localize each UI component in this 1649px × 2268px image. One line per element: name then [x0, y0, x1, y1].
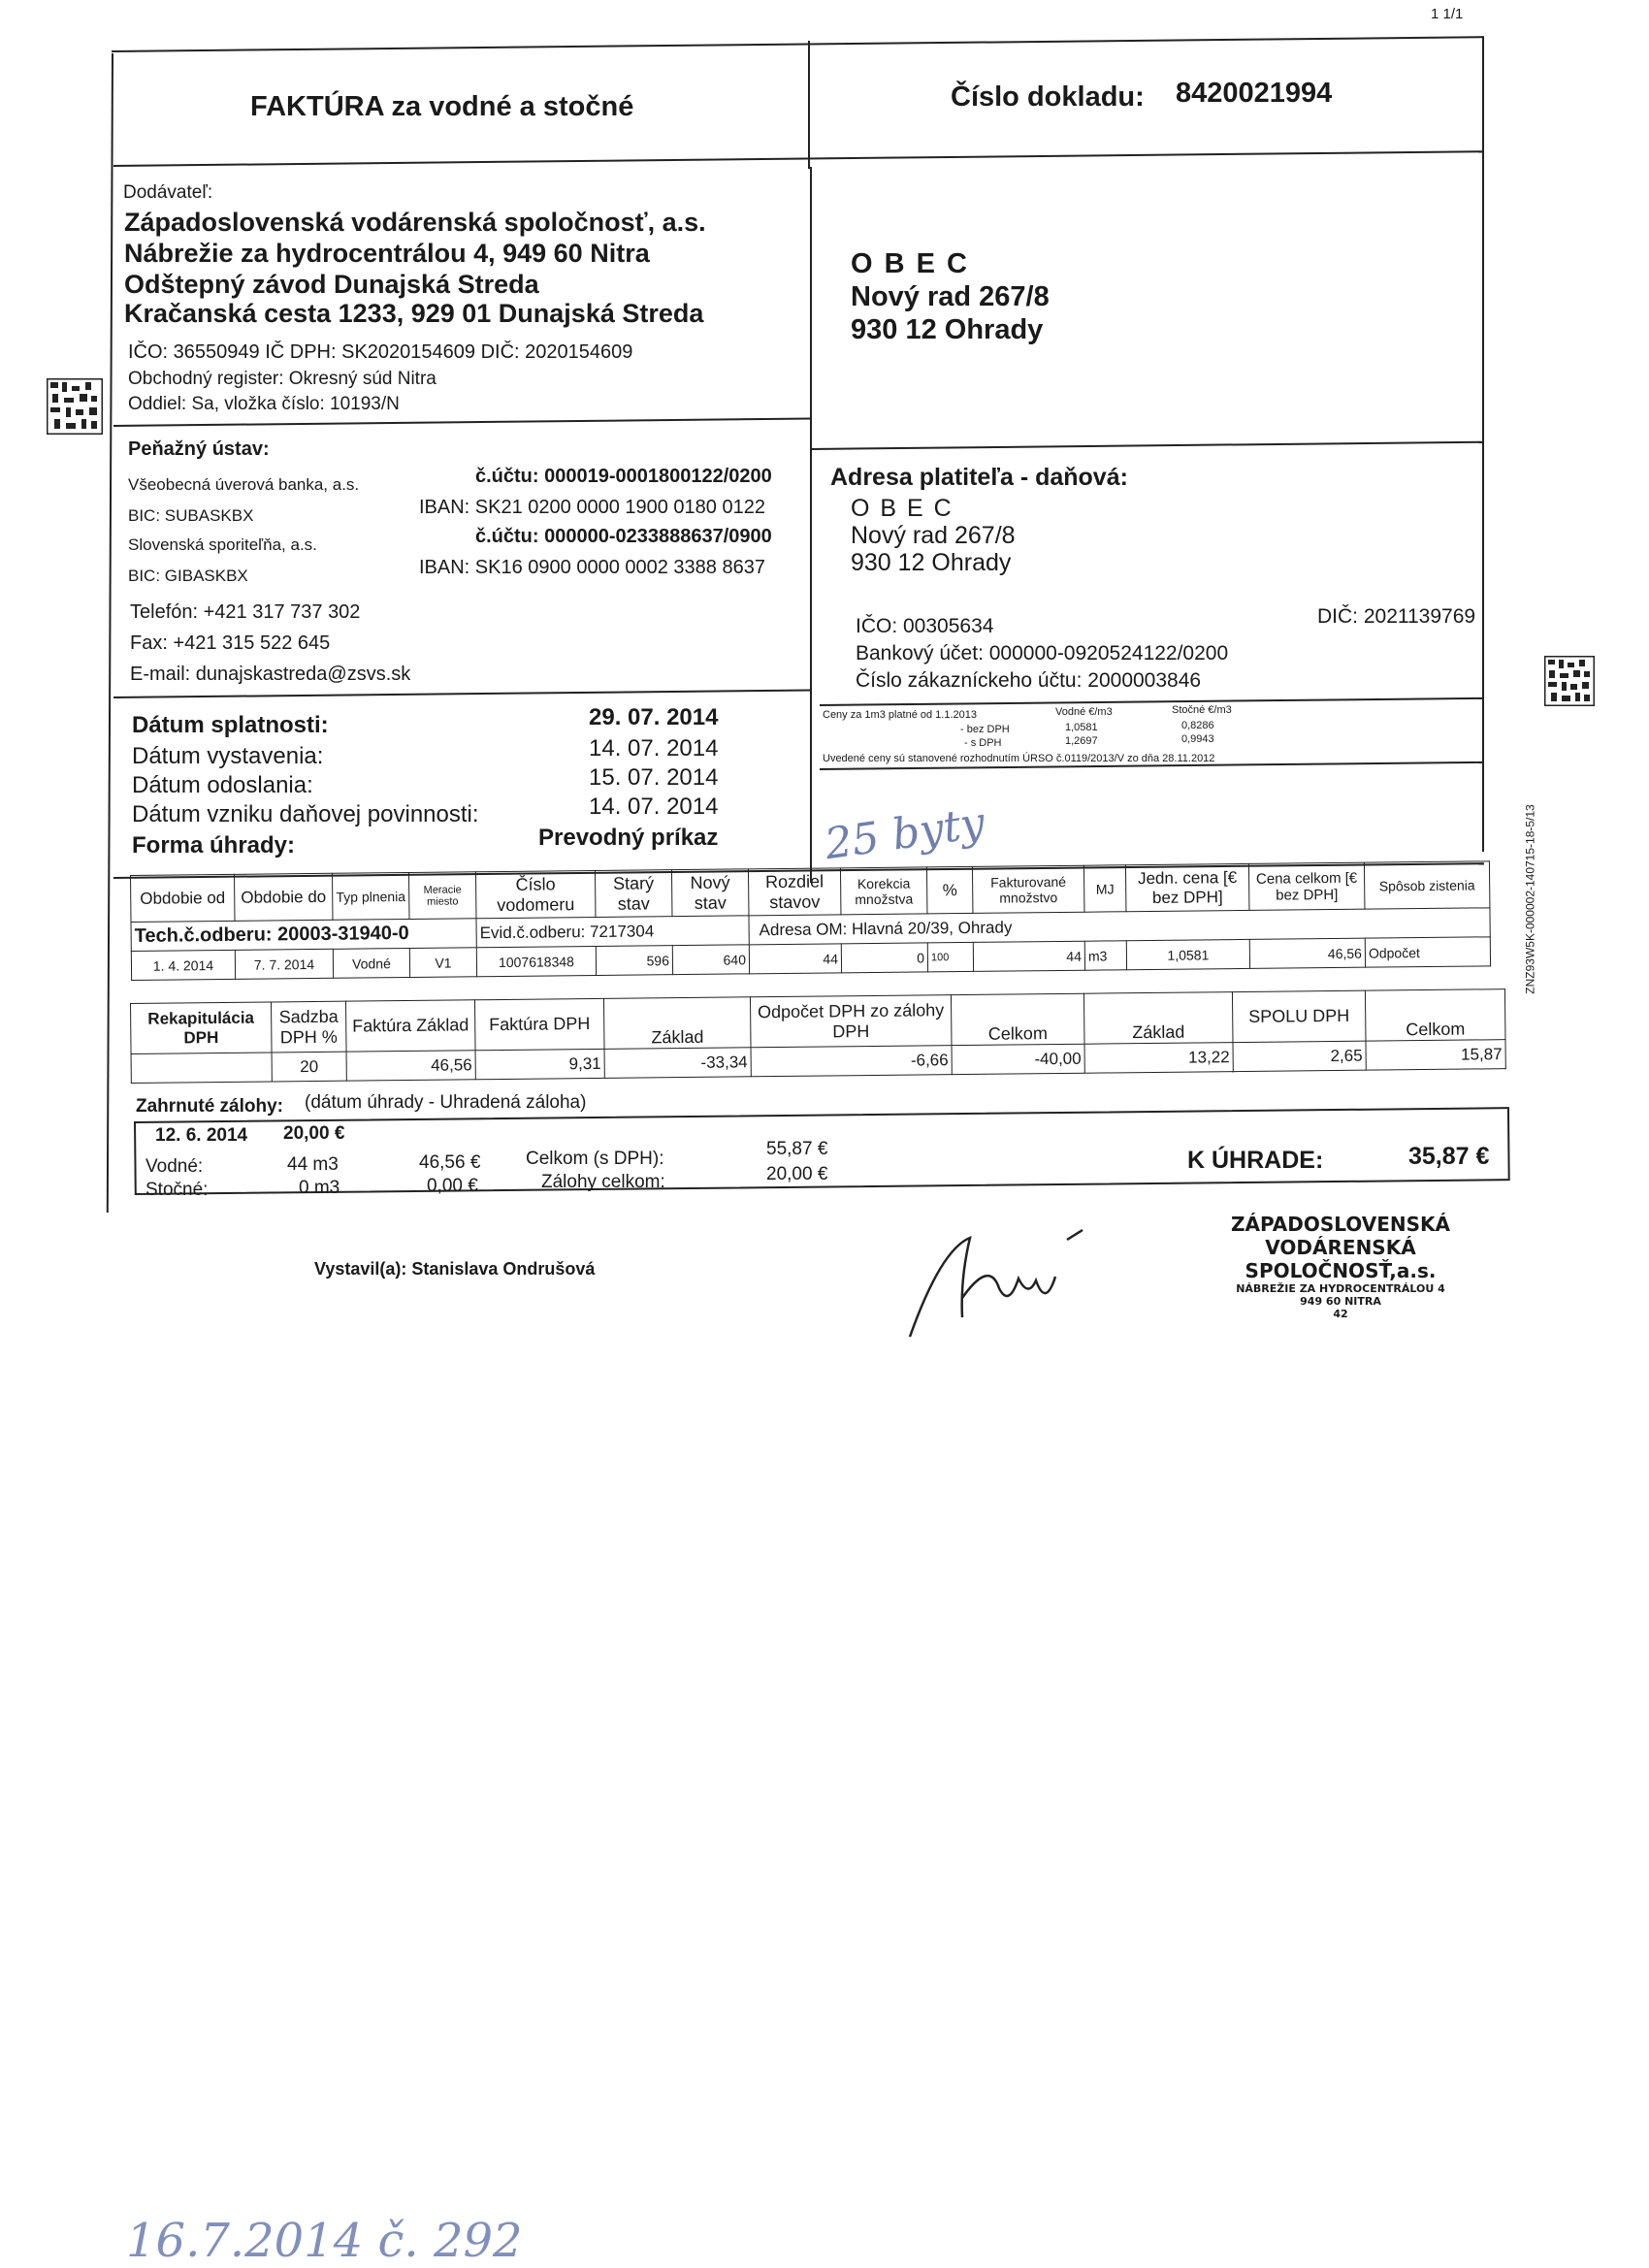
- sent-date: 15. 07. 2014: [589, 764, 719, 791]
- bank2-name: Slovenská sporiteľňa, a.s.: [128, 535, 317, 554]
- total-amount: 55,87 €: [766, 1139, 828, 1159]
- contact-email: E-mail: dunajskastreda@zsvs.sk: [130, 664, 411, 685]
- payment-form-label: Forma úhrady:: [132, 832, 296, 859]
- issued-by: Vystavil(a): Stanislava Ondrušová: [314, 1259, 596, 1279]
- header-top-border: [112, 36, 1484, 52]
- tax-date-label: Dátum vzniku daňovej povinnosti:: [132, 801, 479, 827]
- payer-bank-account: Bankový účet: 000000-0920524122/0200: [856, 642, 1229, 664]
- recap-cell-inv-base: 46,56: [346, 1051, 475, 1081]
- cell-difference: 44: [749, 944, 841, 974]
- recap-cell-adv-base: -33,34: [604, 1048, 751, 1079]
- due-date-label: Dátum splatnosti:: [132, 712, 329, 738]
- stamp-line-1: ZÁPADOSLOVENSKÁ: [1230, 1213, 1451, 1236]
- tax-date: 14. 07. 2014: [589, 794, 719, 820]
- bank2-account: č.účtu: 000000-0233888637/0900: [475, 526, 772, 547]
- recap-cell-label: [131, 1053, 272, 1084]
- bank2-iban: IBAN: SK16 0900 0000 0002 3388 8637: [419, 557, 765, 578]
- stamp-line-2: VODÁRENSKÁ SPOLOČNOSŤ,a.s.: [1245, 1236, 1437, 1282]
- col-period-to: Obdobie do: [234, 873, 332, 921]
- payer-city: 930 12 Ohrady: [851, 549, 1012, 576]
- payer-customer-account: Číslo zákazníckeho účtu: 2000003846: [856, 669, 1202, 692]
- sewer-label: Stočné:: [146, 1180, 209, 1200]
- cell-new-state: 640: [672, 945, 749, 975]
- due-date: 29. 07. 2014: [589, 704, 719, 730]
- recipient-name: O B E C: [851, 248, 969, 279]
- recap-adv-total: Celkom: [951, 993, 1084, 1045]
- advances-total: 20,00 €: [766, 1164, 828, 1184]
- col-new-state: Nový stav: [671, 869, 748, 917]
- contact-phone: Telefón: +421 317 737 302: [130, 601, 361, 623]
- prices-col-water: Vodné €/m3: [1055, 706, 1113, 718]
- advances-note: (dátum úhrady - Uhradená záloha): [305, 1092, 587, 1113]
- recap-sum-vat: SPOLU DPH: [1232, 990, 1366, 1042]
- address-om: Adresa OM: Hlavná 20/39, Ohrady: [749, 908, 1490, 945]
- advances-label: Zahrnuté zálohy:: [136, 1096, 284, 1117]
- doc-number: 8420021994: [1176, 78, 1333, 109]
- water-amount: 46,56 €: [419, 1152, 481, 1173]
- cell-method: Odpočet: [1365, 937, 1490, 967]
- barcode-left-icon: [47, 378, 103, 435]
- recap-label: Rekapitulácia DPH: [131, 1002, 273, 1054]
- cell-total-price: 46,56: [1249, 938, 1365, 968]
- col-correction: Korekcia množstva: [840, 867, 926, 915]
- recap-cell-inv-vat: 9,31: [475, 1049, 604, 1079]
- supplier-branch-address: Kračanská cesta 1233, 929 01 Dunajská Streda: [124, 299, 704, 328]
- advances-total-label: Zálohy celkom:: [541, 1172, 665, 1192]
- cell-unit-price: 1,0581: [1126, 939, 1249, 969]
- prices-row2-label: - s DPH: [964, 737, 1002, 749]
- recap-cell-rate: 20: [272, 1052, 346, 1082]
- total-label: Celkom (s DPH):: [526, 1149, 664, 1169]
- recap-cell-adv-total: -40,00: [952, 1044, 1084, 1074]
- recap-cell-sum-base: 13,22: [1084, 1043, 1233, 1074]
- bank1-account: č.účtu: 000019-0001800122/0200: [475, 466, 772, 487]
- stamp-line-5: 42: [1333, 1308, 1348, 1320]
- supplier-ids: IČO: 36550949 IČ DPH: SK2020154609 DIČ: 2020154609: [128, 341, 633, 363]
- signature: [902, 1220, 1106, 1346]
- cell-correction: 0: [841, 943, 927, 973]
- recipient-street: Nový rad 267/8: [851, 281, 1050, 312]
- prices-row2-sewer: 0,9943: [1181, 733, 1214, 745]
- page-number: 1 1/1: [1431, 6, 1464, 22]
- col-period-from: Obdobie od: [131, 874, 235, 922]
- cell-unit: m3: [1084, 941, 1126, 970]
- cell-meter-place: V1: [409, 948, 476, 978]
- recap-rate: Sadzba DPH %: [271, 1001, 346, 1053]
- supplier-label: Dodávateľ:: [123, 182, 213, 203]
- advance-date: 12. 6. 2014: [155, 1125, 248, 1146]
- sent-date-label: Dátum odoslania:: [132, 772, 313, 798]
- supplier-section: Oddiel: Sa, vložka číslo: 10193/N: [128, 394, 400, 414]
- contact-fax: Fax: +421 315 522 645: [130, 632, 331, 654]
- recap-cell-sum-total: 15,87: [1366, 1040, 1505, 1071]
- supplier-name: Západoslovenská vodárenská spoločnosť, a.s.: [124, 208, 706, 237]
- recap-cell-adv-vat: -6,66: [751, 1046, 952, 1077]
- recap-sum-total: Celkom: [1365, 989, 1505, 1042]
- col-meter-place: Meracie miesto: [408, 872, 475, 920]
- recap-adv-vat: Odpočet DPH zo zálohy DPH: [750, 995, 952, 1048]
- payment-form: Prevodný príkaz: [538, 825, 719, 851]
- cell-meter-number: 1007618348: [476, 946, 596, 976]
- col-meter-number: Číslo vodomeru: [475, 870, 595, 918]
- consumption-table: [130, 860, 1491, 981]
- prices-col-sewer: Stočné €/m3: [1172, 704, 1232, 716]
- evid-odberu: Evid.č.odberu: 7217304: [476, 916, 749, 948]
- payer-label: Adresa platiteľa - daňová:: [830, 464, 1128, 491]
- payer-street: Nový rad 267/8: [851, 522, 1016, 549]
- bank1-bic: BIC: SUBASKBX: [128, 506, 254, 525]
- cell-from: 1. 4. 2014: [131, 950, 235, 980]
- stamp-line-3: NÁBREŽIE ZA HYDROCENTRÁLOU 4: [1236, 1282, 1445, 1295]
- cell-percent: 100: [927, 942, 973, 971]
- tech-odberu: Tech.č.odberu: 20003-31940-0: [131, 919, 476, 952]
- supplier-register: Obchodný register: Okresný súd Nitra: [128, 369, 436, 389]
- prices-header: Ceny za 1m3 platné od 1.1.2013: [823, 709, 978, 721]
- payer-ico: IČO: 00305634: [856, 615, 994, 637]
- supplier-branch: Odštepný závod Dunajská Streda: [124, 270, 539, 299]
- bank2-bic: BIC: GIBASKBX: [128, 567, 248, 585]
- issue-date-label: Dátum vystavenia:: [132, 743, 324, 769]
- recap-inv-vat: Faktúra DPH: [474, 998, 604, 1050]
- recap-inv-base: Faktúra Základ: [345, 1000, 475, 1052]
- prices-row1-sewer: 0,8286: [1181, 720, 1214, 731]
- barcode-right-icon: [1544, 656, 1595, 706]
- bank-label: Peňažný ústav:: [128, 438, 270, 460]
- invoice-title: FAKTÚRA za vodné a stočné: [250, 91, 634, 122]
- water-label: Vodné:: [146, 1156, 204, 1177]
- side-code: ZNZ93W5K-000002-140715-18-5/13: [1523, 804, 1537, 994]
- col-invoiced-qty: Fakturované množstvo: [972, 865, 1083, 913]
- recap-table: [130, 988, 1506, 1084]
- recipient-city: 930 12 Ohrady: [851, 314, 1044, 345]
- col-total-price: Cena celkom [€ bez DPH]: [1248, 862, 1364, 910]
- company-stamp: [1185, 1213, 1496, 1320]
- prices-row1-water: 1,0581: [1065, 722, 1098, 733]
- to-pay-label: K ÚHRADE:: [1187, 1147, 1324, 1174]
- col-unit: MJ: [1083, 865, 1126, 912]
- cell-type: Vodné: [333, 948, 409, 978]
- cell-old-state: 596: [596, 946, 672, 976]
- recap-cell-sum-vat: 2,65: [1233, 1041, 1366, 1071]
- sewer-qty: 0 m3: [299, 1178, 340, 1198]
- bank1-name: Všeobecná úverová banka, a.s.: [128, 475, 360, 494]
- col-unit-price: Jedn. cena [€ bez DPH]: [1125, 863, 1248, 911]
- handwritten-note: 25 byty: [822, 797, 988, 870]
- stamp-line-4: 949 60 NITRA: [1300, 1295, 1381, 1308]
- col-difference: Rozdiel stavov: [748, 868, 840, 916]
- advance-amount: 20,00 €: [283, 1123, 345, 1144]
- prices-row1-label: - bez DPH: [960, 724, 1010, 735]
- payer-dic: DIČ: 2021139769: [1317, 605, 1476, 628]
- water-qty: 44 m3: [287, 1154, 339, 1175]
- col-old-state: Starý stav: [595, 870, 671, 918]
- col-method: Spôsob zistenia: [1364, 861, 1489, 909]
- cell-invoiced-qty: 44: [973, 941, 1084, 971]
- prices-row2-water: 1,2697: [1065, 735, 1098, 747]
- col-percent: %: [926, 866, 973, 913]
- cell-to: 7. 7. 2014: [235, 949, 333, 979]
- sewer-amount: 0,00 €: [427, 1176, 478, 1196]
- to-pay-amount: 35,87 €: [1408, 1143, 1490, 1170]
- col-type: Typ plnenia: [332, 872, 408, 920]
- recap-adv-base: Základ: [603, 997, 751, 1050]
- recap-sum-base: Základ: [1083, 992, 1233, 1045]
- payer-name: O B E C: [851, 495, 954, 522]
- doc-number-label: Číslo dokladu:: [951, 81, 1145, 113]
- bank1-iban: IBAN: SK21 0200 0000 1900 0180 0122: [419, 497, 765, 518]
- supplier-address: Nábrežie za hydrocentrálou 4, 949 60 Nitra: [124, 239, 650, 268]
- issue-date: 14. 07. 2014: [589, 735, 719, 761]
- handwritten-bottom-note: 16.7.2014 č. 292: [126, 2214, 523, 2268]
- prices-footer: Uvedené ceny sú stanovené rozhodnutím ÚRSO č.0119/2013/V zo dňa 28.11.2012: [823, 753, 1215, 764]
